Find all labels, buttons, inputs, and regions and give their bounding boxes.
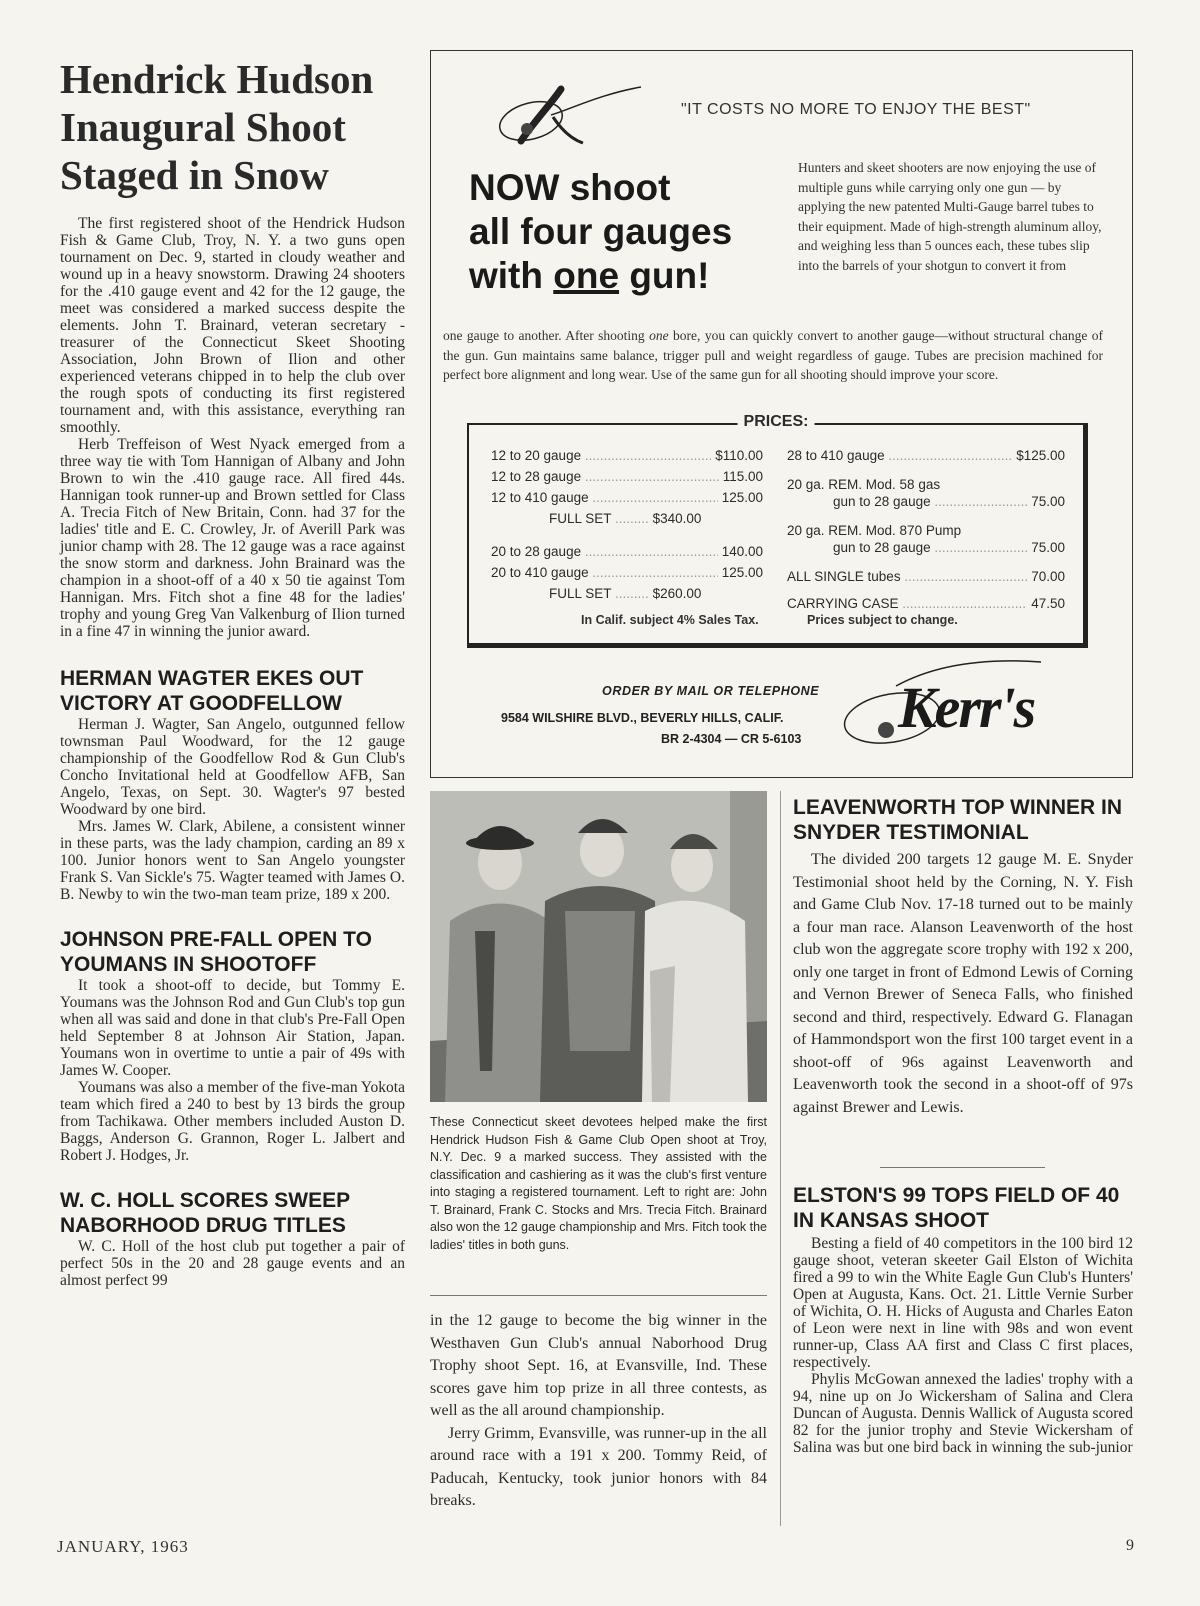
article-paragraph: The divided 200 targets 12 gauge M. E. Snyder Testimonial shoot held by the Corning, N. Y. Fish and Game Club Nov. 17-18 turned out to be mainly a four man race. Alanson Leavenworth of the host club won the aggregate score trophy with 192 x 200, only one target in front of Edmond Lewis of Corning and Vernon Brewer of Seneca Falls, who finished second and third, respectively. Edward G. Flanagan of Hammondsport won the first 100 target event in a shoot-off of 96s against Leavenworth and Leavenworth took the second in a shoot-off of 97s against Brewer and Lewis. <box>793 851 1133 1116</box>
price-label: gun to 28 gauge ..... <box>833 493 1027 510</box>
price-row <box>787 595 1065 612</box>
phone: BR 2-4304 — CR 5-6103 <box>661 732 802 746</box>
headline-emphasis: one <box>553 255 620 296</box>
price-value: $110.00 <box>715 448 763 463</box>
elston-headline: ELSTON'S 99 TOPS FIELD OF 40 IN KANSAS SHOOT <box>793 1184 1120 1232</box>
prices-box <box>467 413 1088 648</box>
price-row <box>787 493 1065 510</box>
headline-line: all four gauges <box>469 211 733 252</box>
address: 9584 WILSHIRE BLVD., BEVERLY HILLS, CALIF. <box>501 711 784 725</box>
photo-illustration <box>430 791 767 1102</box>
page-number: 9 <box>1126 1537 1134 1554</box>
body-part: bore, you can quickly convert to another gauge—without structural change of the gun. Gun maintains same balance, trigger pull and weight regardless of gauge. Tubes are precision machined for perfect bore alignment and long wear. Use of the same gun for all shooting should improve your score. <box>443 328 1103 382</box>
left-column <box>60 55 405 1289</box>
price-value: 140.00 <box>721 544 763 559</box>
price-row <box>491 564 763 581</box>
prices-title: PRICES: <box>738 413 815 431</box>
section-divider <box>880 1167 1045 1168</box>
price-label: 28 to 410 gauge ..... <box>787 447 1012 464</box>
holl-continued-column <box>430 1310 767 1513</box>
full-set-row: FULL SET ......... $260.00 <box>549 586 702 601</box>
price-value: 47.50 <box>1031 596 1065 611</box>
price-value: 125.00 <box>721 490 763 505</box>
tax-note: In Calif. subject 4% Sales Tax. <box>581 613 759 627</box>
price-value: 115.00 <box>722 469 763 484</box>
column-divider <box>780 791 781 1526</box>
headline-part: gun! <box>619 255 710 296</box>
prices-right-column <box>787 447 1065 612</box>
logo-text: Kerr's <box>898 675 1035 740</box>
price-label: CARRYING CASE ..... <box>787 595 1027 612</box>
headline-line: NOW shoot <box>469 167 671 208</box>
body-part: one gauge to another. After shooting <box>443 328 650 343</box>
photo-caption: These Connecticut skeet devotees helped make the first Hendrick Hudson Fish & Game Club Open shoot at Troy, N.Y. Dec. 9 a marked success. They assisted with the classification and cashiering as it was the club's first venture into staging a registered tournament. Left to right are: John T. Brainard, Frank C. Stocks and Mrs. Trecia Fitch. Brainard also won the 12 gauge championship and Mrs. Fitch took the ladies' titles in both guns. <box>430 1115 768 1252</box>
price-row <box>491 447 763 464</box>
kerrs-monogram-icon <box>491 79 651 149</box>
price-row <box>491 543 763 560</box>
price-label: 12 to 20 gauge ..... <box>491 447 711 464</box>
kerrs-logo <box>836 656 1096 752</box>
article-paragraph: Herb Treffeison of West Nyack emerged from a three way tie with Tom Hannigan of Albany and John Brown to win the .410 gauge race. All fired 44s. Hannigan took runner-up and Brown settled for Class A. Trecia Fitch of New Britain, Conn. had 37 for the ladies' title and E. C. Crowley, Jr. of Averill Park was junior champ with 28. The 12 gauge was a race against the snow storm and darkness. John Brainard was the champion in a shoot-off of a 40 x 50 tie against Tom Hannigan. Mrs. Fitch shot a fine 48 for the ladies' trophy and young Greg Van Valkenburg of Ilion turned in a fine 47 in winning the junior award. <box>60 436 405 640</box>
johnson-headline: JOHNSON PRE-FALL OPEN TO YOUMANS IN SHOOTOFF <box>60 928 372 976</box>
headline-line <box>469 254 732 298</box>
price-value: 75.00 <box>1031 494 1065 509</box>
body-emphasis: one <box>649 328 669 343</box>
price-row <box>491 489 763 506</box>
photo <box>430 791 767 1102</box>
price-label-multiline: 20 ga. REM. Mod. 870 Pump <box>787 523 962 538</box>
full-set-value: $260.00 <box>652 586 702 601</box>
article-paragraph: Herman J. Wagter, San Angelo, outgunned fellow townsman Paul Woodward, for the 12 gauge championship of the Goodfellow Rod & Gun Club's Concho Invitational held at Goodfellow AFB, San Angelo, Texas, on Sept. 30. Wagter's 97 bested Woodward by one bird. <box>60 716 405 818</box>
price-label: gun to 28 gauge ..... <box>833 539 1027 556</box>
price-label: 12 to 410 gauge ..... <box>491 489 718 506</box>
ad-headline <box>469 166 732 298</box>
ad-body-intro: Hunters and skeet shooters are now enjoying the use of multiple guns while carrying only one gun — by applying the new patented Multi-Gauge barrel tubes to their equipment. Made of high-strength aluminum alloy, and weighing less than 5 ounces each, these tubes slip into the barrels of your shotgun to convert it from <box>798 160 1102 273</box>
price-label: 20 to 28 gauge ..... <box>491 543 718 560</box>
leavenworth-headline: LEAVENWORTH TOP WINNER IN SNYDER TESTIMONIAL <box>793 796 1123 844</box>
price-row <box>787 539 1065 556</box>
price-row <box>787 447 1065 464</box>
price-label-multiline: 20 ga. REM. Mod. 58 gas <box>787 477 941 492</box>
full-set-label: FULL SET <box>549 586 612 601</box>
full-set-row: FULL SET ......... $340.00 <box>549 511 702 526</box>
order-line: ORDER BY MAIL OR TELEPHONE <box>602 684 820 698</box>
price-label: 20 to 410 gauge ..... <box>491 564 718 581</box>
article-paragraph: Youmans was also a member of the five-man Yokota team which fired a 240 to best by 13 birds the group from Tachikawa. Other members included Auston D. Baggs, Anderson G. Grannon, Roger L. Jalbert and Robert J. Hodges, Jr. <box>60 1079 405 1164</box>
price-row <box>491 468 763 485</box>
ad-slogan: "IT COSTS NO MORE TO ENJOY THE BEST" <box>681 101 1031 118</box>
price-label: ALL SINGLE tubes ..... <box>787 568 1027 585</box>
headline-part: with <box>469 255 554 296</box>
article-paragraph: The first registered shoot of the Hendrick Hudson Fish & Game Club, Troy, N. Y. a two guns open tournament on Dec. 9, started in cloudy weather and wound up in a heavy snowstorm. Drawing 24 shooters for the .410 gauge event and 42 for the 12 gauge, the meet was considered a marked success despite the elements. John T. Brainard, veteran secretary - treasurer of the Connecticut Skeet Shooting Association, John Brown of Ilion and other experienced veterans chipped in to help the club over the rough spots of conducting its first registered tournament and, with this assistance, everything ran smoothly. <box>60 215 405 436</box>
holl-headline: W. C. HOLL SCORES SWEEP NABORHOOD DRUG TITLES <box>60 1189 350 1237</box>
price-value: 70.00 <box>1031 569 1065 584</box>
article-paragraph: Phylis McGowan annexed the ladies' trophy with a 94, nine up on Jo Wickersham of Salina and Clera Duncan of Augusta. Dennis Wallick of Augusta scored 82 for the junior trophy and Stevie Wickersham of Salina was but one bird back in winning the sub-junior <box>793 1371 1133 1456</box>
elston-column <box>793 1183 1133 1456</box>
full-set-label: FULL SET <box>549 511 612 526</box>
ad-body-main <box>443 326 1103 385</box>
right-column <box>793 795 1133 1119</box>
price-value: 125.00 <box>721 565 763 580</box>
article-paragraph: Jerry Grimm, Evansville, was runner-up in the all around race with a 191 x 200. Tommy Reid, of Paducah, Kentucky, took junior honors with 84 breaks. <box>430 1424 767 1509</box>
article-paragraph: in the 12 gauge to become the big winner in the Westhaven Gun Club's annual Naborhood Drug Trophy shoot Sept. 16, at Evansville, Ind. These scores gave him top prize in all three contests, as well as the all around championship. <box>430 1312 767 1419</box>
article-paragraph: W. C. Holl of the host club put together a pair of perfect 50s in the 20 and 28 gauge events and an almost perfect 99 <box>60 1238 405 1289</box>
price-label: 12 to 28 gauge ..... <box>491 468 719 485</box>
article-paragraph: It took a shoot-off to decide, but Tommy E. Youmans was the Johnson Rod and Gun Club's top gun when all was said and done in that club's Pre-Fall Open held September 8 at Johnson Air Station, Japan. Youmans won in overtime to untie a pair of 49s with James W. Cooper. <box>60 977 405 1079</box>
wagter-headline: HERMAN WAGTER EKES OUT VICTORY AT GOODFELLOW <box>60 667 364 715</box>
price-row <box>787 568 1065 585</box>
footer-date: JANUARY, 1963 <box>57 1537 189 1556</box>
change-note: Prices subject to change. <box>807 613 958 627</box>
article-paragraph: Mrs. James W. Clark, Abilene, a consistent winner in these parts, was the lady champion, carding an 89 x 100. Junior honors went to San Angelo youngster Frank S. Van Sickle's 75. Wagter teamed with James O. B. Newby to win the two-man team prize, 189 x 200. <box>60 818 405 903</box>
prices-left-column <box>491 447 763 602</box>
article-title: Hendrick Hudson Inaugural Shoot Staged in Snow <box>60 56 374 198</box>
caption-divider <box>430 1295 767 1296</box>
article-paragraph: Besting a field of 40 competitors in the 100 bird 12 gauge shoot, veteran skeeter Gail Elston of Wichita fired a 99 to win the White Eagle Gun Club's Hunters' Open at Augusta, Kans. Oct. 21. Little Vernie Surber of Wichita, O. H. Hicks of Augusta and Charles Eaton of Leon were next in line with 98s and won event runner-up, Class AA first and Class C first places, respectively. <box>793 1235 1133 1371</box>
price-value: $125.00 <box>1016 448 1065 463</box>
full-set-value: $340.00 <box>652 511 702 526</box>
kerrs-advertisement <box>430 50 1133 778</box>
price-value: 75.00 <box>1031 540 1065 555</box>
